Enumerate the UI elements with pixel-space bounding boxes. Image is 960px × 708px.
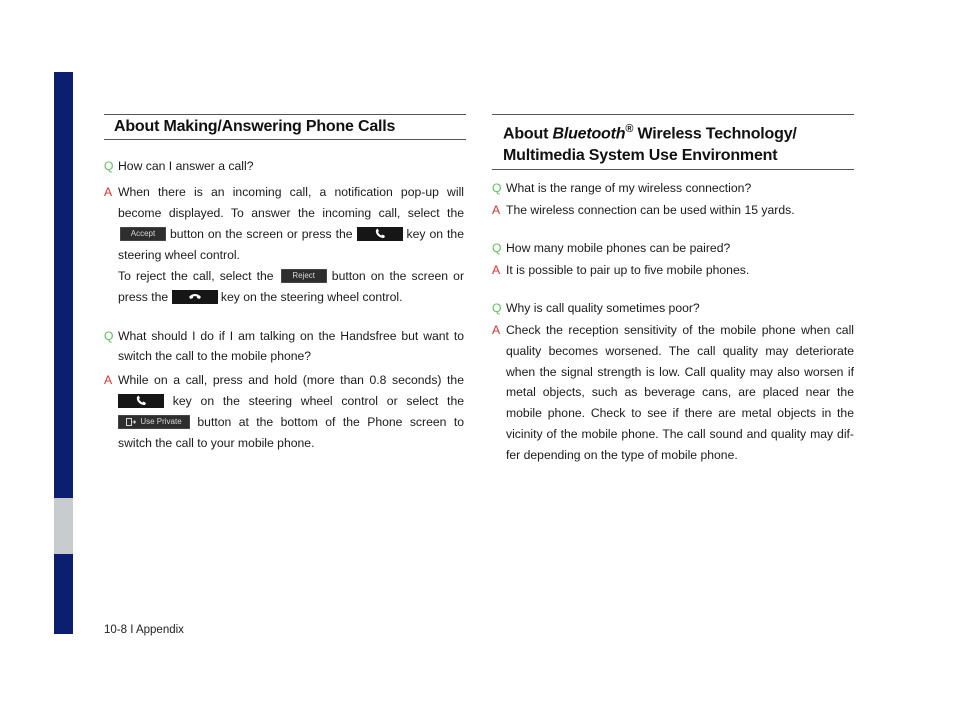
- answer-paragraph-1: [118, 182, 464, 266]
- call-answer-icon: [373, 228, 387, 240]
- question-marker: Q: [104, 159, 114, 173]
- answer-paragraph-2: [118, 266, 464, 308]
- right-qa1-answer: [492, 200, 854, 220]
- left-column: [104, 156, 464, 454]
- answer-text: button at the bottom of the Phone screen to switch the call to your mobile phone.: [118, 415, 464, 450]
- question-marker: Q: [492, 241, 502, 255]
- right-qa2-question: [492, 238, 854, 258]
- call-end-icon: [188, 291, 202, 303]
- question-marker: Q: [492, 181, 502, 195]
- left-title-text: About Making/Answering Phone Calls: [114, 118, 396, 135]
- left-section-title: [104, 114, 466, 140]
- answer-text: It is possible to pair up to five mobile phones.: [506, 263, 750, 277]
- left-qa2-answer: [104, 370, 464, 454]
- chapter-tab-bar: [54, 72, 73, 498]
- left-qa2-question: [104, 326, 464, 366]
- answer-text: Check the reception sensitivity of the mobile phone when call quality becomes worsened. The call quality may deteriorate when the signal strength is low. Call quality may also worsen if metal objects, such as beverage cans, are placed near the mobile phone. Check to see if there are metal objects in the vicinity of the mobile phone. The call sound and quality may dif-fer depending on the type of mobile phone.: [506, 323, 854, 462]
- question-text: How can I answer a call?: [118, 159, 254, 173]
- answer-marker: A: [104, 185, 113, 199]
- call-key-image: [118, 394, 164, 408]
- use-private-button-label: Use Private: [140, 416, 182, 426]
- answer-text: key on the steering wheel control.: [118, 227, 464, 262]
- answer-text: To reject the call, select the: [118, 269, 274, 283]
- phone-icon: [126, 418, 136, 426]
- right-qa2-answer: [492, 260, 854, 280]
- right-qa3-answer: [492, 320, 854, 466]
- right-section-title: [492, 114, 854, 170]
- right-qa1-question: [492, 178, 854, 198]
- answer-text: While on a call, press and hold (more than 0.8 seconds) the: [118, 373, 464, 387]
- accept-button-image: [120, 227, 166, 241]
- answer-marker: A: [492, 263, 501, 277]
- end-call-key-image: [172, 290, 218, 304]
- answer-marker: A: [104, 373, 113, 387]
- accept-button-label: Accept: [130, 228, 156, 238]
- use-private-button-image: [118, 415, 190, 429]
- right-title-line-2: Multimedia System Use Environment: [503, 147, 778, 165]
- question-marker: Q: [492, 301, 502, 315]
- page-footer: 10-8 I Appendix: [104, 624, 184, 636]
- reject-button-label: Reject: [292, 270, 316, 280]
- question-marker: Q: [104, 329, 114, 343]
- question-text: What is the range of my wireless connection?: [506, 181, 752, 195]
- answer-text: When there is an incoming call, a notification pop-up will become displayed. To answer the incoming call, select the: [118, 185, 464, 220]
- title-word-about: About: [503, 125, 549, 143]
- chapter-tab-active: [54, 498, 73, 554]
- answer-marker: A: [492, 323, 501, 337]
- call-answer-icon: [134, 395, 148, 407]
- answer-text: key on the steering wheel control.: [220, 290, 403, 304]
- question-text: What should I do if I am talking on the Handsfree but want to switch the call to the mobile phone?: [118, 329, 464, 363]
- title-registered-mark: ®: [625, 123, 634, 135]
- left-qa1-answer: [104, 182, 464, 308]
- left-qa1-question: [104, 156, 464, 176]
- answer-text: key on the steering wheel control or select the: [172, 394, 464, 408]
- right-title-line-1: [503, 118, 854, 145]
- answer-text: button on the screen or press the: [118, 269, 464, 304]
- call-key-image: [357, 227, 403, 241]
- question-text: How many mobile phones can be paired?: [506, 241, 731, 255]
- answer-text: button on the screen or press the: [170, 227, 353, 241]
- title-rest: Wireless Technology/: [637, 125, 797, 143]
- answer-marker: A: [492, 203, 501, 217]
- title-brand-bluetooth: Bluetooth: [552, 125, 626, 143]
- chapter-tab-bar-lower: [54, 554, 73, 634]
- right-qa3-question: [492, 298, 854, 318]
- right-column: [492, 178, 854, 466]
- answer-text: The wireless connection can be used within 15 yards.: [506, 203, 795, 217]
- reject-button-image: [281, 269, 327, 283]
- question-text: Why is call quality sometimes poor?: [506, 301, 700, 315]
